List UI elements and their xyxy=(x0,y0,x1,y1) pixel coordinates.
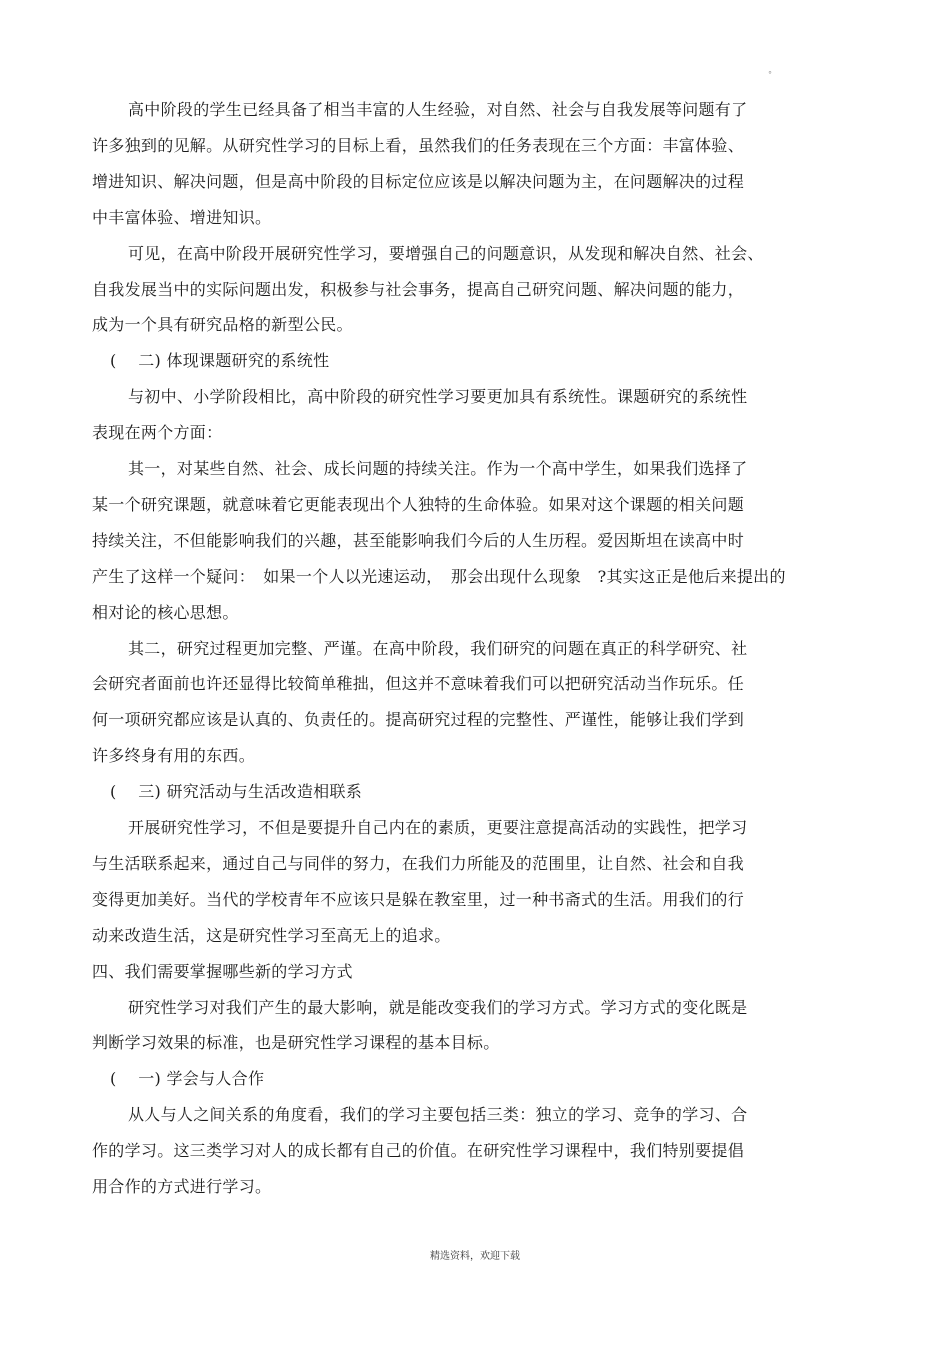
text-line: 许多独到的见解。从研究性学习的目标上看，虽然我们的任务表现在三个方面：丰富体验、 xyxy=(92,135,745,155)
text-line: 表现在两个方面： xyxy=(92,423,223,443)
text-line: ( 一) 学会与人合作 xyxy=(110,1069,265,1089)
text-line: 产生了这样一个疑问： 如果一个人以光速运动， 那会出现什么现象 ?其实这正是他后来提出的 xyxy=(92,566,786,586)
corner-mark: ° xyxy=(768,70,772,79)
text-line: 许多终身有用的东西。 xyxy=(92,746,256,766)
text-line: 会研究者面前也许还显得比较简单稚拙，但这并不意味着我们可以把研究活动当作玩乐。任 xyxy=(92,674,745,694)
page-footer: 精选资料，欢迎下载 xyxy=(430,1251,520,1262)
text-line: ( 二) 体现课题研究的系统性 xyxy=(110,351,330,371)
text-line: 中丰富体验、增进知识。 xyxy=(92,207,272,227)
text-line: 何一项研究都应该是认真的、负责任的。提高研究过程的完整性、严谨性，能够让我们学到 xyxy=(92,710,745,730)
text-line: 成为一个具有研究品格的新型公民。 xyxy=(92,315,353,335)
text-line: 变得更加美好。当代的学校青年不应该只是躲在教室里，过一种书斋式的生活。用我们的行 xyxy=(92,889,745,909)
text-line: 与初中、小学阶段相比，高中阶段的研究性学习要更加具有系统性。课题研究的系统性 xyxy=(128,387,748,407)
text-line: 作的学习。这三类学习对人的成长都有自己的价值。在研究性学习课程中，我们特别要提倡 xyxy=(92,1141,745,1161)
text-line: 相对论的核心思想。 xyxy=(92,602,239,622)
text-line: 动来改造生活，这是研究性学习至高无上的追求。 xyxy=(92,925,451,945)
text-line: 其二，研究过程更加完整、严谨。在高中阶段，我们研究的问题在真正的科学研究、社 xyxy=(128,638,748,658)
text-line: 判断学习效果的标准，也是研究性学习课程的基本目标。 xyxy=(92,1033,500,1053)
text-line: 其一，对某些自然、社会、成长问题的持续关注。作为一个高中学生，如果我们选择了 xyxy=(128,459,748,478)
text-line: 开展研究性学习，不但是要提升自己内在的素质，更要注意提高活动的实践性，把学习 xyxy=(128,818,748,837)
text-line: 增进知识、解决问题，但是高中阶段的目标定位应该是以解决问题为主，在问题解决的过程 xyxy=(92,171,745,191)
text-line: 持续关注，不但能影响我们的兴趣，甚至能影响我们今后的人生历程。爱因斯坦在读高中时 xyxy=(92,530,745,550)
text-line: 四、我们需要掌握哪些新的学习方式 xyxy=(92,961,353,981)
text-line: 从人与人之间关系的角度看，我们的学习主要包括三类：独立的学习、竞争的学习、合 xyxy=(128,1105,748,1125)
text-line: 研究性学习对我们产生的最大影响，就是能改变我们的学习方式。学习方式的变化既是 xyxy=(128,997,748,1017)
text-line: 某一个研究课题，就意味着它更能表现出个人独特的生命体验。如果对这个课题的相关问题 xyxy=(92,494,745,514)
text-line: 高中阶段的学生已经具备了相当丰富的人生经验，对自然、社会与自我发展等问题有了 xyxy=(128,100,748,119)
text-line: 自我发展当中的实际问题出发，积极参与社会事务，提高自己研究问题、解决问题的能力， xyxy=(92,279,745,299)
text-line: 可见，在高中阶段开展研究性学习，要增强自己的问题意识，从发现和解决自然、社会、 xyxy=(128,243,764,263)
text-line: ( 三) 研究活动与生活改造相联系 xyxy=(110,782,363,802)
text-line: 与生活联系起来，通过自己与同伴的努力，在我们力所能及的范围里，让自然、社会和自我 xyxy=(92,853,745,873)
text-line: 用合作的方式进行学习。 xyxy=(92,1177,272,1196)
